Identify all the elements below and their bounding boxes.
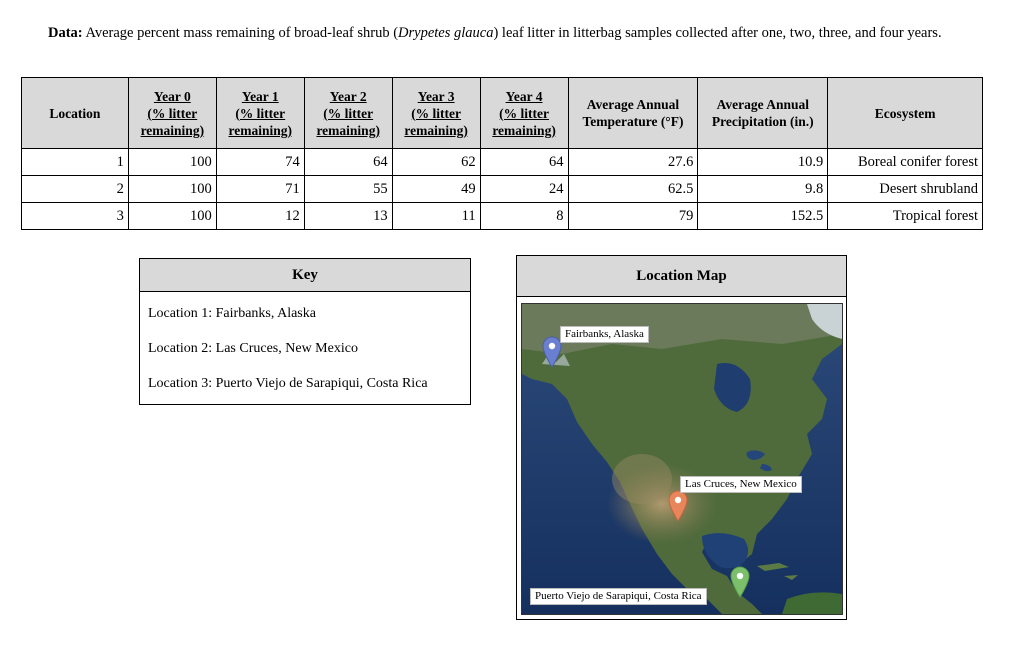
- cell-year2: 55: [304, 176, 392, 203]
- species-name: Drypetes glauca: [398, 25, 494, 41]
- cell-ecosystem: Desert shrubland: [828, 176, 983, 203]
- cell-ecosystem: Boreal conifer forest: [828, 149, 983, 176]
- header-year4: Year 4 (% litter remaining): [480, 78, 568, 149]
- data-table: [21, 77, 983, 230]
- header-year2: Year 2 (% litter remaining): [304, 78, 392, 149]
- location-pin-icon-2: [668, 490, 688, 522]
- cell-year2: 13: [304, 203, 392, 230]
- cell-year3: 62: [392, 149, 480, 176]
- header-row: [22, 78, 983, 149]
- cell-year4: 8: [480, 203, 568, 230]
- cell-year3: 11: [392, 203, 480, 230]
- cell-ecosystem: Tropical forest: [828, 203, 983, 230]
- key-line-location-1: Location 1: Fairbanks, Alaska: [148, 306, 316, 321]
- location-pin-icon-3: [730, 566, 750, 598]
- table-row: [22, 203, 983, 230]
- cell-year1: 71: [216, 176, 304, 203]
- intro-bold-lead: Data:: [48, 25, 83, 41]
- cell-location: 2: [22, 176, 129, 203]
- cell-precipitation: 10.9: [698, 149, 828, 176]
- cell-year4: 24: [480, 176, 568, 203]
- map-title: Location Map: [517, 256, 846, 297]
- cell-temperature: 27.6: [568, 149, 698, 176]
- header-year1: Year 1 (% litter remaining): [216, 78, 304, 149]
- cell-temperature: 79: [568, 203, 698, 230]
- header-ecosystem: Ecosystem: [828, 78, 983, 149]
- key-line-location-2: Location 2: Las Cruces, New Mexico: [148, 341, 358, 356]
- cell-year0: 100: [128, 149, 216, 176]
- map-image: [522, 304, 842, 614]
- cell-year1: 12: [216, 203, 304, 230]
- location-map-panel: [516, 255, 847, 620]
- intro-paragraph: [48, 24, 1000, 42]
- key-panel: [139, 258, 471, 405]
- cell-temperature: 62.5: [568, 176, 698, 203]
- map-label-puerto-viejo: Puerto Viejo de Sarapiqui, Costa Rica: [530, 588, 707, 605]
- cell-precipitation: 9.8: [698, 176, 828, 203]
- cell-location: 1: [22, 149, 129, 176]
- header-year0: Year 0 (% litter remaining): [128, 78, 216, 149]
- table-row: [22, 149, 983, 176]
- key-title: Key: [140, 259, 470, 292]
- map-label-fairbanks: Fairbanks, Alaska: [560, 326, 649, 343]
- cell-year4: 64: [480, 149, 568, 176]
- header-location: Location: [22, 78, 129, 149]
- cell-year3: 49: [392, 176, 480, 203]
- header-temperature: Average Annual Temperature (°F): [568, 78, 698, 149]
- satellite-map: [521, 303, 843, 615]
- cell-year1: 74: [216, 149, 304, 176]
- table-row: [22, 176, 983, 203]
- intro-text-a: Average percent mass remaining of broad-leaf shrub (: [82, 25, 399, 41]
- cell-year0: 100: [128, 176, 216, 203]
- cell-year0: 100: [128, 203, 216, 230]
- cell-year2: 64: [304, 149, 392, 176]
- cell-precipitation: 152.5: [698, 203, 828, 230]
- header-precipitation: Average Annual Precipitation (in.): [698, 78, 828, 149]
- intro-text-b: ) leaf litter in litterbag samples collected after one, two, three, and four years.: [493, 25, 942, 41]
- cell-location: 3: [22, 203, 129, 230]
- key-line-location-3: Location 3: Puerto Viejo de Sarapiqui, Costa Rica: [148, 376, 428, 391]
- location-pin-icon-1: [542, 336, 562, 368]
- map-label-las-cruces: Las Cruces, New Mexico: [680, 476, 802, 493]
- header-year3: Year 3 (% litter remaining): [392, 78, 480, 149]
